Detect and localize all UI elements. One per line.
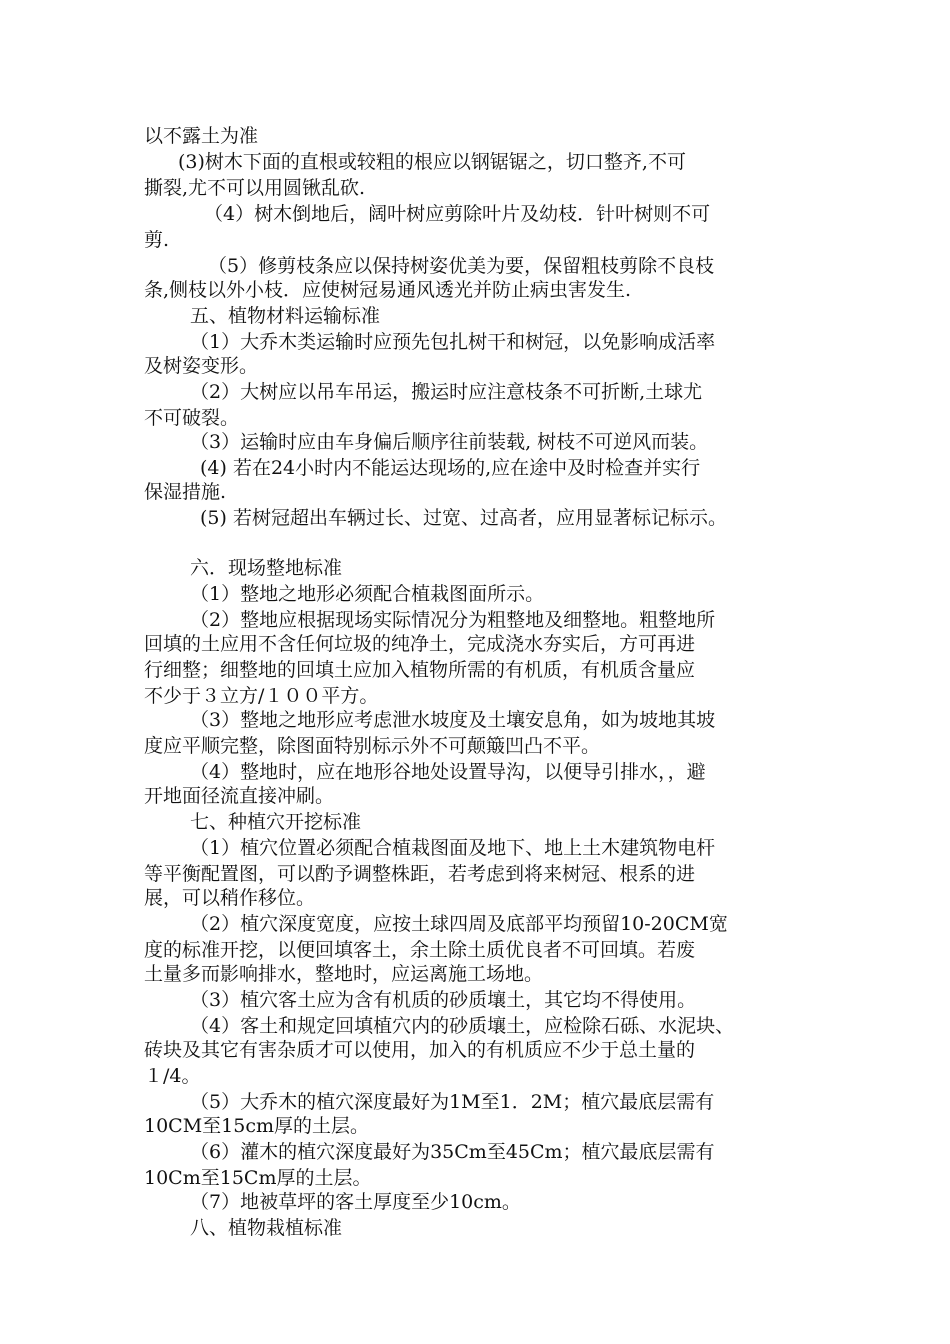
text-line: (5) 若树冠超出车辆过长、过宽、过高者，应用显著标记标示。 — [200, 507, 727, 529]
text-line: （4）客土和规定回填植穴内的砂质壤土，应检除石砾、水泥块、 — [190, 1015, 735, 1037]
text-line: (4) 若在24小时内不能运达现场的,应在途中及时检查并实行 — [200, 457, 701, 479]
text-line: 10Cm至15Cm厚的土层。 — [144, 1167, 372, 1189]
section-heading: 七、种植穴开挖标准 — [190, 811, 362, 833]
text-line: 及树姿变形。 — [144, 355, 259, 377]
text-line: 度应平顺完整，除图面特别标示外不可颠簸凹凸不平。 — [144, 735, 601, 757]
text-line: 开地面径流直接冲刷。 — [144, 785, 335, 807]
text-line: 砖块及其它有害杂质才可以使用，加入的有机质应不少于总土量的 — [144, 1039, 696, 1061]
text-line: （4）树木倒地后，阔叶树应剪除叶片及幼枝．针叶树则不可 — [204, 203, 711, 225]
text-line: 条,侧枝以外小枝．应使树冠易通风透光并防止病虫害发生. — [144, 279, 632, 301]
text-line: 度的标准开挖，以便回填客土，余土除土质优良者不可回填。若废 — [144, 939, 696, 961]
text-line: 行细整；细整地的回填土应加入植物所需的有机质，有机质含量应 — [144, 659, 696, 681]
text-line: （3）运输时应由车身偏后顺序往前装载, 树枝不可逆风而装。 — [190, 431, 709, 453]
text-line: （3）整地之地形应考虑泄水坡度及土壤安息角，如为坡地其坡 — [190, 709, 716, 731]
text-line: (3)树木下面的直根或较粗的根应以钢锯锯之，切口整齐,不可 — [178, 151, 686, 173]
text-line: 土量多而影响排水，整地时，应运离施工场地。 — [144, 963, 544, 985]
text-line: （2）大树应以吊车吊运，搬运时应注意枝条不可折断,土球尤 — [190, 381, 703, 403]
text-line: １/4。 — [144, 1065, 201, 1087]
text-line: （1）植穴位置必须配合植栽图面及地下、地上土木建筑物电杆 — [190, 837, 716, 859]
text-line: 撕裂,尤不可以用圆锹乱砍. — [144, 177, 366, 199]
text-line: （1）大乔木类运输时应预先包扎树干和树冠，以免影响成活率 — [190, 331, 716, 353]
text-line: 以不露土为准 — [144, 125, 259, 147]
text-line: 不少于３立方/１００平方。 — [144, 685, 379, 707]
text-line: （6）灌木的植穴深度最好为35Cm至45Cm；植穴最底层需有 — [190, 1141, 715, 1163]
text-line: （5）修剪枝条应以保持树姿优美为要，保留粗枝剪除不良枝 — [208, 255, 715, 277]
text-line: 回填的土应用不含任何垃圾的纯净土，完成浇水夯实后，方可再进 — [144, 633, 696, 655]
section-heading: 六．现场整地标准 — [190, 557, 343, 579]
text-line: 展，可以稍作移位。 — [144, 887, 316, 909]
text-line: 10CM至15cm厚的土层。 — [144, 1115, 370, 1137]
text-line: （7）地被草坪的客土厚度至少10cm。 — [190, 1191, 521, 1213]
text-line: 等平衡配置图，可以酌予调整株距，若考虑到将来树冠、根系的进 — [144, 863, 696, 885]
section-heading: 五、植物材料运输标准 — [190, 305, 381, 327]
text-line: （2）植穴深度宽度，应按土球四周及底部平均预留10-20CM宽 — [190, 913, 728, 935]
text-line: （2）整地应根据现场实际情况分为粗整地及细整地。粗整地所 — [190, 609, 716, 631]
text-line: （3）植穴客土应为含有机质的砂质壤土，其它均不得使用。 — [190, 989, 697, 1011]
section-heading: 八、植物栽植标准 — [190, 1217, 343, 1239]
text-line: 剪. — [144, 229, 170, 251]
text-line: （1）整地之地形必须配合植栽图面所示。 — [190, 583, 545, 605]
text-line: （4）整地时，应在地形谷地处设置导沟，以便导引排水，，避 — [190, 761, 706, 783]
text-line: （5）大乔木的植穴深度最好为1M至1．2M；植穴最底层需有 — [190, 1091, 715, 1113]
text-line: 不可破裂。 — [144, 407, 240, 429]
text-line: 保湿措施. — [144, 481, 227, 503]
